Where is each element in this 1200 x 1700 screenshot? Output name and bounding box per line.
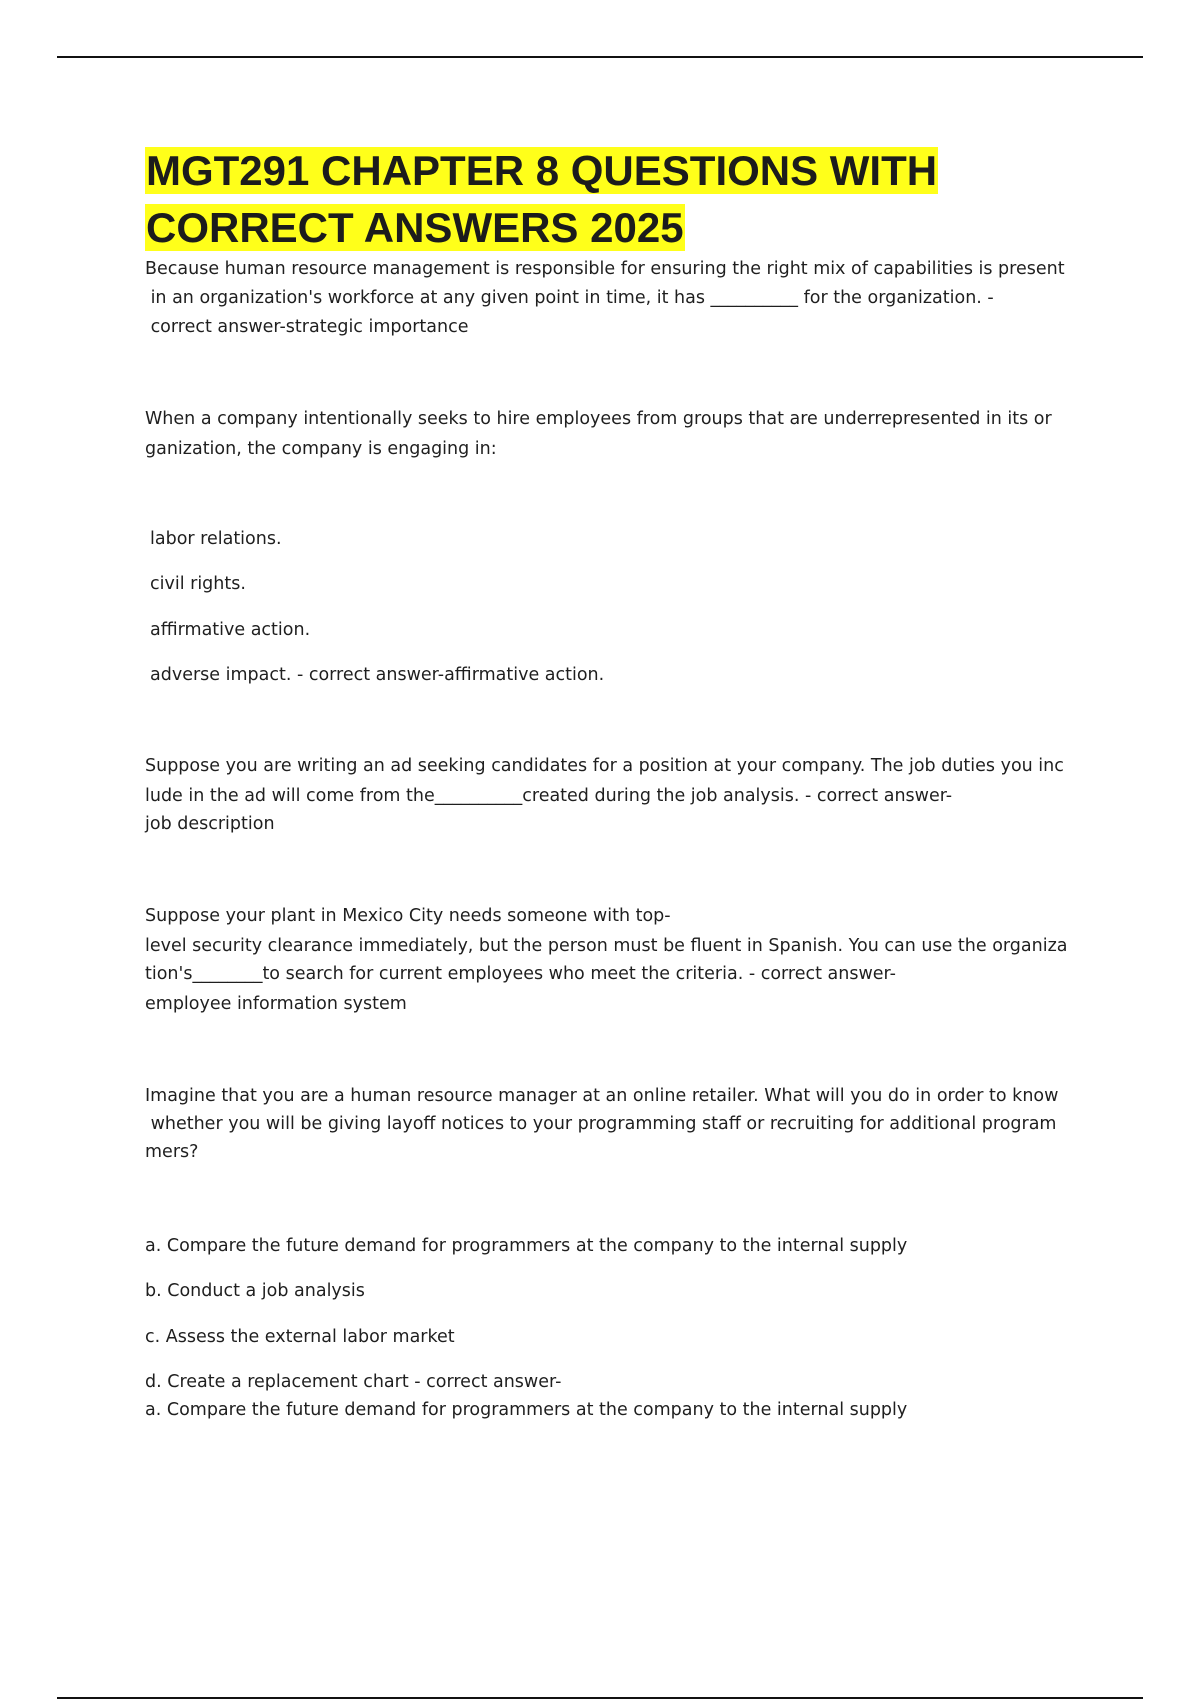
q3-line-2: lude in the ad will come from the__________created during the job analysis. - correct answer- xyxy=(145,786,953,806)
q2-option-3: affirmative action. xyxy=(150,620,311,640)
q2-line-2: ganization, the company is engaging in: xyxy=(145,439,497,459)
q5-option-c: c. Assess the external labor market xyxy=(145,1327,455,1347)
q2-line-1: When a company intentionally seeks to hire employees from groups that are underrepresented in its or xyxy=(145,409,1052,429)
q5-line-1: Imagine that you are a human resource manager at an online retailer. What will you do in order to know xyxy=(145,1086,1059,1106)
q4-line-2: level security clearance immediately, but the person must be fluent in Spanish. You can use the organiza xyxy=(145,936,1068,956)
top-rule xyxy=(57,56,1143,58)
q1-line-2: in an organization's workforce at any given point in time, it has __________ for the organization. - xyxy=(145,288,994,308)
title-line-2: CORRECT ANSWERS 2025 xyxy=(146,204,684,251)
q2-option-1: labor relations. xyxy=(150,529,282,549)
bottom-rule xyxy=(57,1697,1143,1699)
q4-line-3: tion's________to search for current employees who meet the criteria. - correct answer- xyxy=(145,964,896,984)
q1-line-1: Because human resource management is responsible for ensuring the right mix of capabilities is present xyxy=(145,259,1065,279)
q5-option-a: a. Compare the future demand for programmers at the company to the internal supply xyxy=(145,1236,908,1256)
q2-option-2: civil rights. xyxy=(150,574,246,594)
q2-option-4: adverse impact. - correct answer-affirmative action. xyxy=(150,665,605,685)
q1-line-3: correct answer-strategic importance xyxy=(145,317,469,337)
title-line-1: MGT291 CHAPTER 8 QUESTIONS WITH xyxy=(146,147,938,194)
q5-option-b: b. Conduct a job analysis xyxy=(145,1281,365,1301)
q5-line-3: mers? xyxy=(145,1142,199,1162)
document-title xyxy=(145,142,1095,256)
q5-line-2: whether you will be giving layoff notices to your programming staff or recruiting for additional program xyxy=(145,1114,1057,1134)
q5-answer: a. Compare the future demand for programmers at the company to the internal supply xyxy=(145,1400,908,1420)
q4-line-1: Suppose your plant in Mexico City needs someone with top- xyxy=(145,906,671,926)
q4-line-4: employee information system xyxy=(145,994,407,1014)
document-header xyxy=(145,142,1095,256)
q5-option-d: d. Create a replacement chart - correct answer- xyxy=(145,1372,562,1392)
q3-line-1: Suppose you are writing an ad seeking candidates for a position at your company. The job duties you inc xyxy=(145,756,1064,776)
q3-line-3: job description xyxy=(145,814,275,834)
